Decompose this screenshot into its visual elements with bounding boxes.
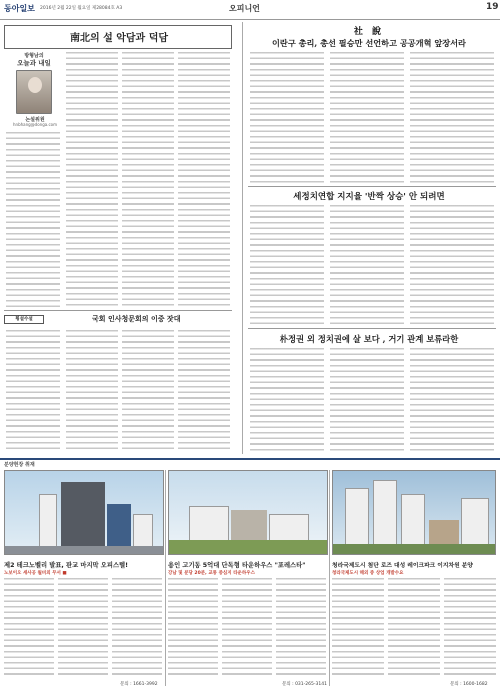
ad-section-label: 분양현장 취재 (4, 462, 35, 468)
page-number: 19 (486, 2, 499, 12)
ad-body-text (58, 578, 108, 678)
page-header (0, 0, 500, 20)
sub-column-body-text (122, 330, 174, 452)
author-byline: 논설위원 (25, 117, 45, 123)
editorial-body-text (330, 52, 404, 184)
ad-body-text (112, 578, 162, 678)
ad-body-text (276, 578, 326, 678)
editorial-body-text (250, 52, 324, 184)
ad-body-text (388, 578, 440, 678)
ad-phone: 문의 : 031-265-3141 (282, 682, 327, 687)
editorial-body-text (330, 348, 404, 452)
ad-phone: 문의 : 1600-1682 (450, 682, 488, 687)
column-body-text (66, 52, 118, 307)
ad-headline: 청라국제도시 첨단 로즈 대성 레이크파크 이지차원 분양 (332, 563, 473, 569)
ad-divider (165, 470, 166, 686)
ad-subheadline: 강남 및 분당 20분, 교통 중심지 타운하우스 (168, 571, 255, 576)
ad-body-text (444, 578, 496, 678)
editorial-body-text (410, 52, 494, 184)
ad-subheadline: 청라국제도시 해외 중 상업 개발수요 (332, 571, 404, 576)
masthead: 동아일보 (4, 3, 35, 13)
column-title: 南北의 설 악담과 덕담 (69, 33, 169, 44)
ad-subheadline: 노보이오 세사공 월비외 무서 ■ (4, 571, 67, 576)
column-series-name: 오늘과 내일 (17, 59, 51, 67)
ad-body-text (222, 578, 272, 678)
ad-body-text (168, 578, 218, 678)
ad-photo-townhouse (168, 470, 328, 555)
ad-body-text (4, 578, 54, 678)
sub-column-body-text (6, 330, 60, 452)
sub-column-label-box (4, 315, 44, 324)
author-email: hnbhang@donga.com (13, 122, 57, 127)
divider (248, 186, 496, 187)
divider (248, 328, 496, 329)
column-body-text (6, 132, 60, 307)
sub-column-body-text (178, 330, 230, 452)
ad-photo-apartment (332, 470, 496, 555)
editorial-headline: 세정치연합 지지율 '반짝 상승' 안 되려면 (293, 192, 445, 202)
ad-headline: 제2 테크노벨리 발표, 판교 마지막 오피스텔! (4, 562, 129, 569)
sub-column-label: 횡설수설 (15, 317, 33, 322)
editorial-body-text (250, 205, 324, 325)
editorial-headline: 이란구 총리, 총선 필승만 선언하고 공공개혁 앞장서라 (272, 38, 466, 48)
editorial-headline: 朴정권 외 정치권에 살 보다 , 거기 관계 보류라한 (279, 334, 459, 344)
editorial-body-text (410, 205, 494, 325)
editorial-body-text (330, 205, 404, 325)
editorial-tag: 社 說 (353, 27, 385, 37)
publication-info: 2016년 2월 22일 월요일 제28084호 A3 (40, 6, 123, 11)
editorial-body-text (250, 348, 324, 452)
divider (4, 310, 232, 311)
author-photo (16, 70, 52, 114)
ad-divider (329, 470, 330, 686)
ad-body-text (332, 578, 384, 678)
column-kicker: 방형남의 (24, 53, 44, 59)
section-name: 오피니언 (229, 4, 260, 13)
column-body-text (122, 52, 174, 307)
column-title-box (4, 25, 232, 49)
column-divider (242, 22, 243, 454)
sub-column-body-text (66, 330, 118, 452)
ad-phone: 문의 : 1661-3992 (120, 682, 158, 687)
ad-photo-officetel (4, 470, 164, 555)
ad-headline: 용인 고기동 5억대 단독형 타운하우스 "포레스타" (168, 562, 306, 569)
editorial-body-text (410, 348, 494, 452)
column-body-text (178, 52, 230, 307)
sub-column-title: 국회 인사청문회의 이중 잣대 (92, 315, 181, 323)
